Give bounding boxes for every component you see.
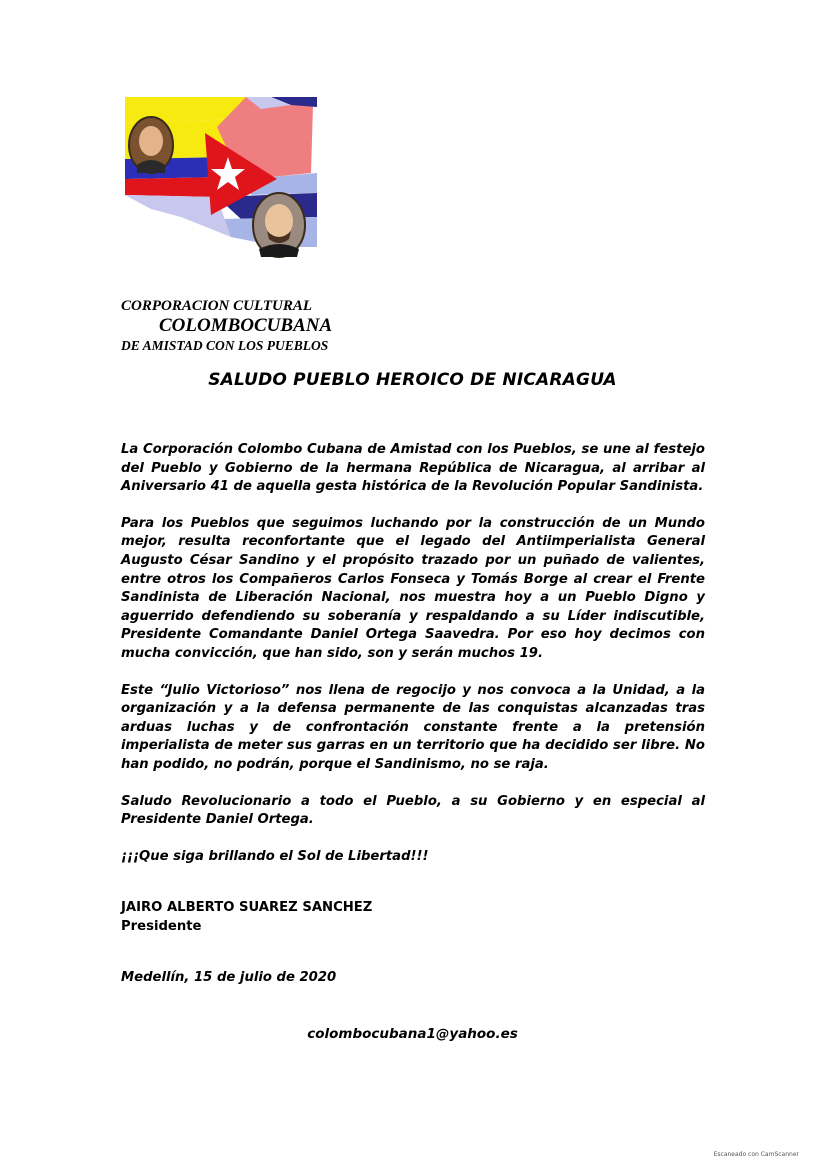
place-date: Medellín, 15 de julio de 2020 (121, 970, 337, 985)
document-body (121, 441, 705, 884)
paragraph: ¡¡¡Que siga brillando el Sol de Libertad!!! (121, 848, 429, 864)
paragraph: Para los Pueblos que seguimos luchando por la construcción de un Mundo mejor, resulta reconfortante que el legado del Antiimperialista General Augusto César Sandino y el propósito trazado por un puñado de valientes, entre otros los Compañeros Carlos Fonseca y Tomás Borge al crear el Frente Sandinista de Liberación Nacional, nos muestra hoy a un Pueblo Digno y aguerrido defendiendo su soberanía y respaldando a su Líder indiscutible, Presidente Comandante Daniel Ortega Saavedra. Por eso hoy decimos con mucha convicción, que han sido, son y serán muchos 19. (121, 515, 705, 661)
paragraph: Saludo Revolucionario a todo el Pueblo, a su Gobierno y en especial al Presidente Daniel Ortega. (121, 793, 705, 828)
signature-role: Presidente (121, 919, 202, 934)
document-title: SALUDO PUEBLO HEROICO DE NICARAGUA (208, 370, 617, 390)
scanner-watermark: Escaneado con CamScanner (713, 1151, 799, 1158)
colombia-cuba-flags-logo (121, 97, 317, 267)
signature-block (121, 898, 372, 936)
organization-header (121, 297, 332, 354)
org-name-line3: DE AMISTAD CON LOS PUEBLOS (121, 338, 329, 353)
org-name-line2: COLOMBOCUBANA (159, 315, 333, 336)
paragraph: Este “Julio Victorioso” nos llena de regocijo y nos convoca a la Unidad, a la organización y a la defensa permanente de las conquistas alcanzadas tras arduas luchas y de confrontación constante frente a la pretensión imperialista de meter sus garras en un territorio que ha decidido ser libre. No han podido, no podrán, porque el Sandinismo, no se raja. (121, 682, 705, 772)
org-name-line1: CORPORACION CULTURAL (121, 298, 313, 314)
signature-name: JAIRO ALBERTO SUAREZ SANCHEZ (121, 900, 373, 915)
paragraph: La Corporación Colombo Cubana de Amistad con los Pueblos, se une al festejo del Pueblo y Gobierno de la hermana República de Nicaragua, al arribar al Aniversario 41 de aquella gesta histórica de la Revolución Popular Sandinista. (121, 442, 705, 495)
contact-email: colombocubana1@yahoo.es (307, 1026, 518, 1042)
